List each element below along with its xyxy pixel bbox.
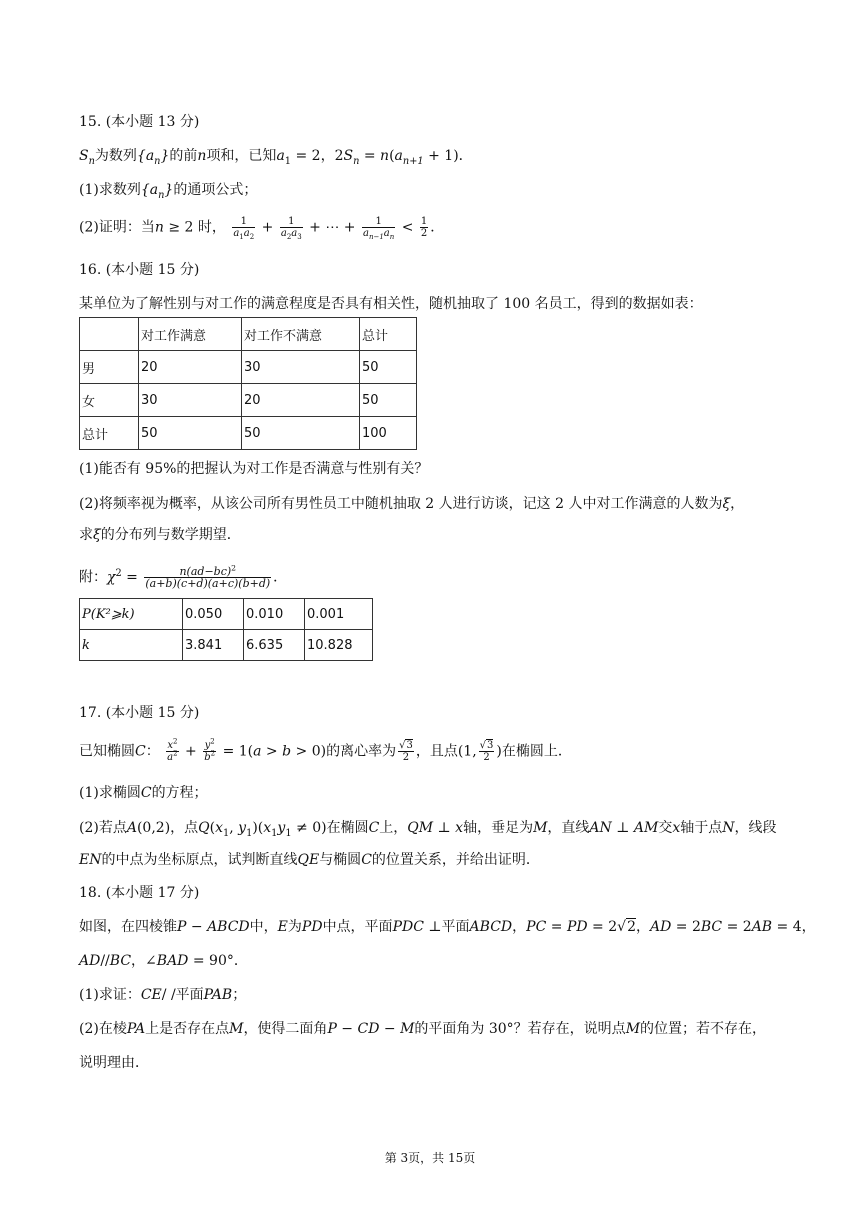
q16-stem: 某单位为了解性别与对工作的满意程度是否具有相关性，随机抽取了 100 名员工，得到的数据如表： — [79, 296, 703, 312]
table-cell: 对工作满意 — [139, 318, 242, 351]
table-cell — [80, 318, 139, 351]
q17-part2-line2: EN的中点为坐标原点，试判断直线QE与椭圆C的位置关系，并给出证明． — [79, 852, 540, 868]
q18-part2-line1: (2)在棱PA上是否存在点M，使得二面角P − CD − M的平面角为 30°？若存在，说明点M的位置；若不存在， — [79, 1021, 767, 1037]
q16-part2-line2: 求ξ的分布列与数学期望． — [79, 527, 241, 543]
q17-part2-line1: (2)若点A(0,2)，点$Q(x_1$, $y_1)(x_1y_1 \ne 0)$在椭圆C上，QM ⊥ x轴，垂足为M，直线AN ⊥ AM交x轴于点N，线段 — [79, 820, 777, 839]
table-cell: 30 — [242, 351, 360, 384]
table-header-row — [80, 318, 417, 351]
q18-part1: (1)求证：CE/ /平面PAB； — [79, 987, 247, 1003]
q16-heading: 16. (本小题 15 分) — [79, 262, 200, 278]
table-row — [80, 417, 417, 450]
q15-part2: (2)证明：当n ≥ 2 时， $\frac{1}{a_1a_2}$ + $\frac{1}{a_2a_3}$ + ⋯ + $\frac{1}{a_{n-1}a_n}$ < $\frac{1}{2}$ ． — [79, 216, 445, 241]
table-cell: 女 — [80, 384, 139, 417]
table-row — [80, 351, 417, 384]
satisfaction-table — [79, 317, 417, 450]
table-cell: k — [80, 630, 183, 661]
q18-part2-line2: 说明理由． — [79, 1055, 149, 1071]
q17-heading: 17. (本小题 15 分) — [79, 705, 200, 721]
table-row — [80, 630, 373, 661]
table-cell: P(K²⩾k) — [80, 599, 183, 630]
q16-part2-line1: (2)将频率视为概率，从该公司所有男性员工中随机抽取 2 人进行访谈，记这 2 人中对工作满意的人数为ξ， — [79, 496, 745, 512]
table-cell: 30 — [139, 384, 242, 417]
q17-part1: (1)求椭圆C的方程； — [79, 785, 208, 801]
q18-stem-line2: AD//BC，∠BAD = 90°． — [79, 953, 248, 969]
table-cell: 3.841 — [183, 630, 244, 661]
table-cell: 对工作不满意 — [242, 318, 360, 351]
table-cell: 20 — [139, 351, 242, 384]
table-cell: 0.050 — [183, 599, 244, 630]
table-cell: 50 — [139, 417, 242, 450]
table-cell: 20 — [242, 384, 360, 417]
table-cell: 6.635 — [244, 630, 305, 661]
q16-appendix-formula: 附：$\chi^2$ = $\frac{n(ad-bc)^2}{(a+b)(c+d)(a+c)(b+d)}$ ． — [79, 563, 288, 590]
table-row — [80, 599, 373, 630]
q16-part1: (1)能否有 95%的把握认为对工作是否满意与性别有关？ — [79, 461, 429, 477]
table-cell: 总计 — [80, 417, 139, 450]
table-cell: 10.828 — [305, 630, 373, 661]
critical-value-table — [79, 598, 373, 661]
table-row — [80, 384, 417, 417]
table-cell: 50 — [242, 417, 360, 450]
table-cell: 50 — [360, 351, 417, 384]
q18-stem-line1: 如图，在四棱锥P − ABCD中，E为PD中点，平面PDC ⊥平面ABCD，PC = PD = 2√2，AD = 2BC = 2AB = 4， — [79, 919, 816, 935]
table-cell: 100 — [360, 417, 417, 450]
q15-stem: $S_n$为数列$\{a_n\}$的前n项和，已知$a_1 = 2$，$2S_n = n(a_{n+1} + 1)$． — [79, 148, 473, 167]
q15-part1: (1)求数列$\{a_n\}$的通项公式； — [79, 182, 258, 201]
table-cell: 总计 — [360, 318, 417, 351]
q15-heading: 15. (本小题 13 分) — [79, 114, 200, 130]
table-cell: 50 — [360, 384, 417, 417]
q18-heading: 18. (本小题 17 分) — [79, 885, 200, 901]
table-cell: 0.010 — [244, 599, 305, 630]
q17-stem: 已知椭圆C： $\frac{x^2}{a^2}$ + $\frac{y^2}{b^2}$ = 1(a > b > 0)的离心率为 $\frac{√3}{2}$ ，且点(1, $\frac{√3}{2}$ )在椭圆上． — [79, 737, 572, 763]
page-footer: 第 3页，共 15页 — [384, 1151, 476, 1165]
table-cell: 0.001 — [305, 599, 373, 630]
table-cell: 男 — [80, 351, 139, 384]
